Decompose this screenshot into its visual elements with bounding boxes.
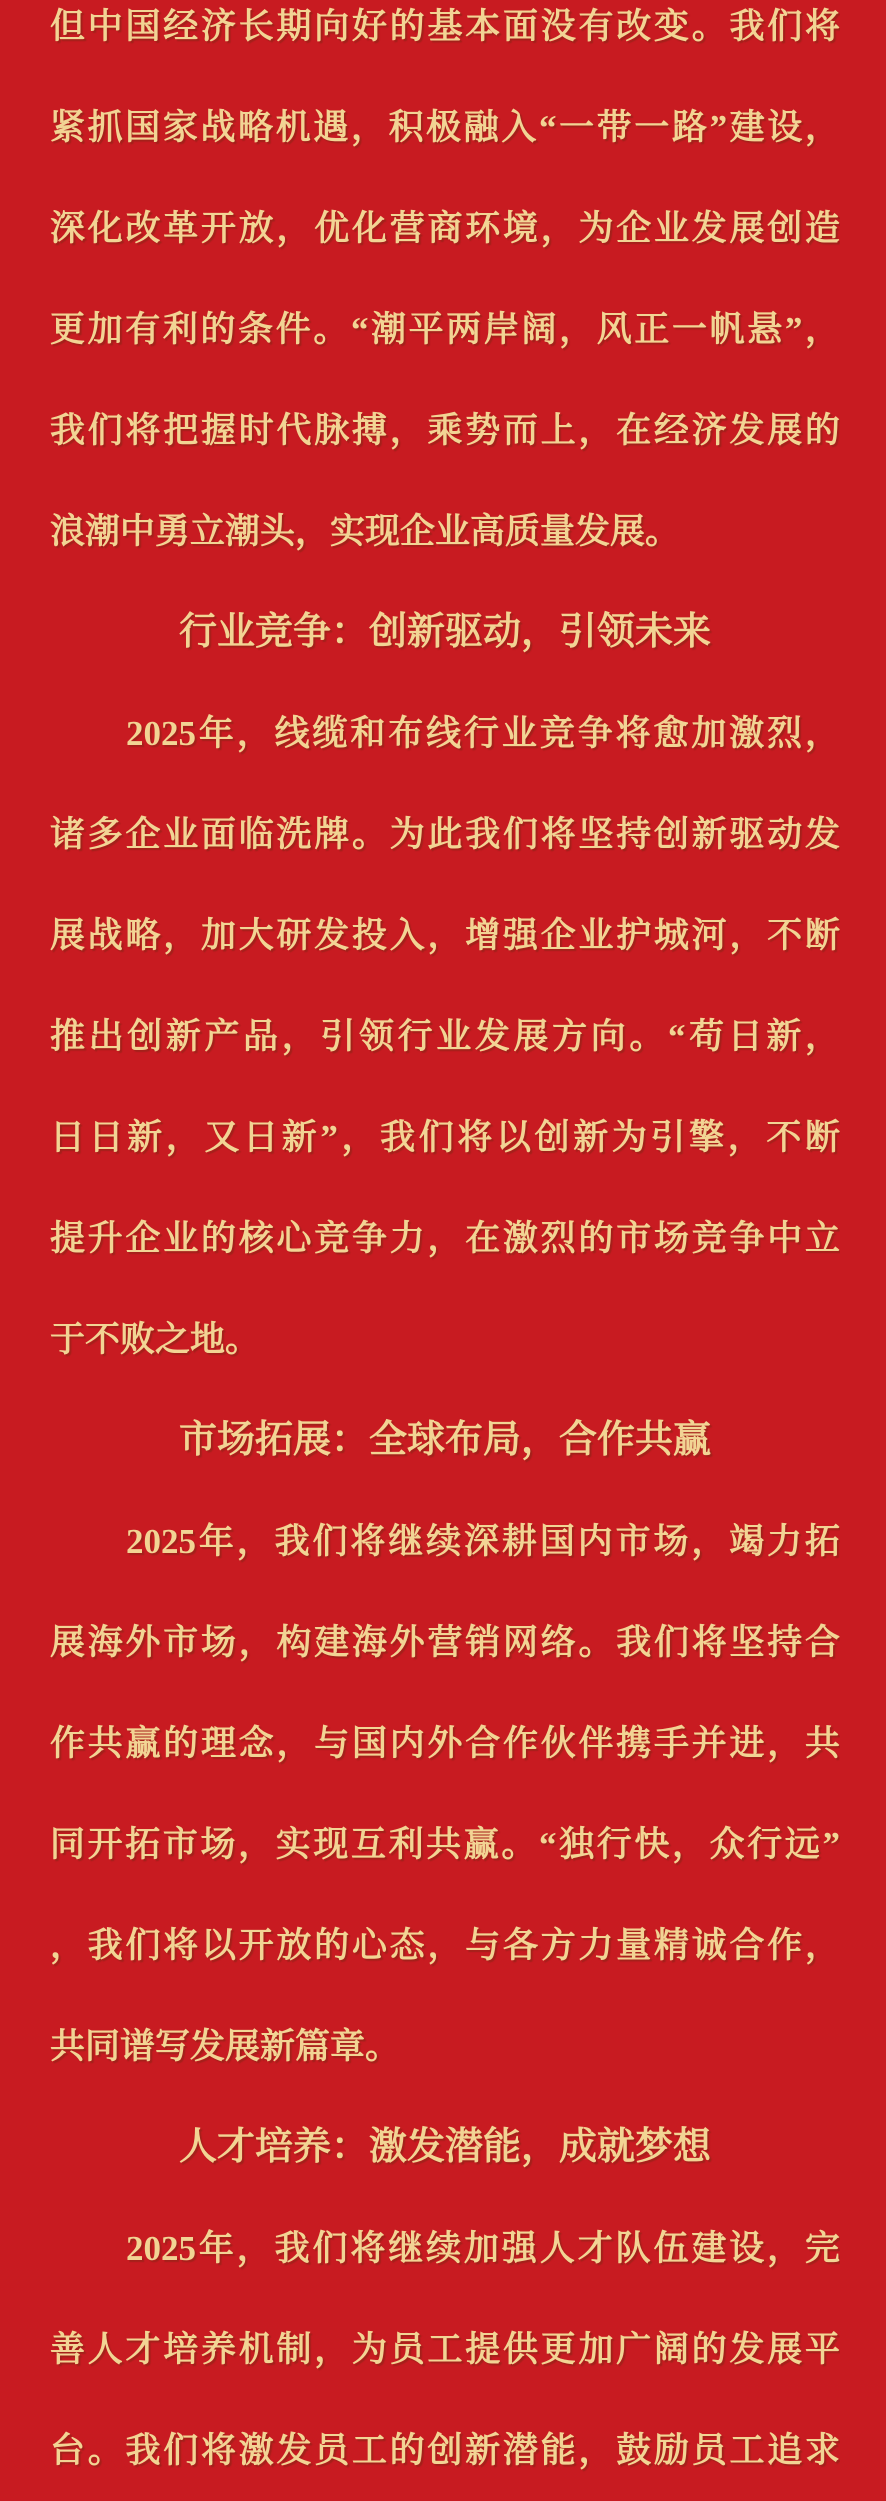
body-text-line: 善人才培养机制，为员工提供更加广阔的发展平 [50,2330,840,2369]
paragraph-first-line: 2025年，线缆和布线行业竞争将愈加激烈， [126,714,840,753]
body-text-line: 深化改革开放，优化营商环境，为企业发展创造 [50,209,840,248]
body-text-line: 推出创新产品，引领行业发展方向。“苟日新， [50,1017,840,1056]
body-text-line: 同开拓市场，实现互利共赢。“独行快，众行远” [50,1825,840,1864]
body-text-line: 我们将把握时代脉搏，乘势而上，在经济发展的 [50,411,840,450]
body-text-line: 紧抓国家战略机遇，积极融入“一带一路”建设， [50,108,840,147]
section-heading: 市场拓展：全球布局，合作共赢 [178,1419,711,1461]
body-text-line: ，我们将以开放的心态，与各方力量精诚合作， [50,1926,840,1965]
paragraph-first-line: 2025年，我们将继续深耕国内市场，竭力拓 [126,1522,840,1561]
body-text-line: 展海外市场，构建海外营销网络。我们将坚持合 [50,1623,840,1662]
article-body [50,0,840,2501]
body-text-line: 于不败之地。 [50,1320,261,1359]
body-text-line: 更加有利的条件。“潮平两岸阔，风正一帆悬”， [50,310,840,349]
section-heading: 行业竞争：创新驱动，引领未来 [178,611,711,653]
body-text-line: 台。我们将激发员工的创新潜能，鼓励员工追求 [50,2431,840,2470]
body-text-line: 共同谱写发展新篇章。 [50,2027,401,2066]
body-text-line: 提升企业的核心竞争力，在激烈的市场竞争中立 [50,1219,840,1258]
body-text-line: 日日新，又日新”，我们将以创新为引擎，不断 [50,1118,840,1157]
paragraph-first-line: 2025年，我们将继续加强人才队伍建设，完 [126,2229,840,2268]
body-text-line: 但中国经济长期向好的基本面没有改变。我们将 [50,7,840,46]
body-text-line: 诸多企业面临洗牌。为此我们将坚持创新驱动发 [50,815,840,854]
body-text-line: 作共赢的理念，与国内外合作伙伴携手并进，共 [50,1724,840,1763]
section-heading: 人才培养：激发潜能，成就梦想 [178,2126,711,2168]
body-text-line: 展战略，加大研发投入，增强企业护城河，不断 [50,916,840,955]
body-text-line: 浪潮中勇立潮头，实现企业高质量发展。 [50,512,681,551]
